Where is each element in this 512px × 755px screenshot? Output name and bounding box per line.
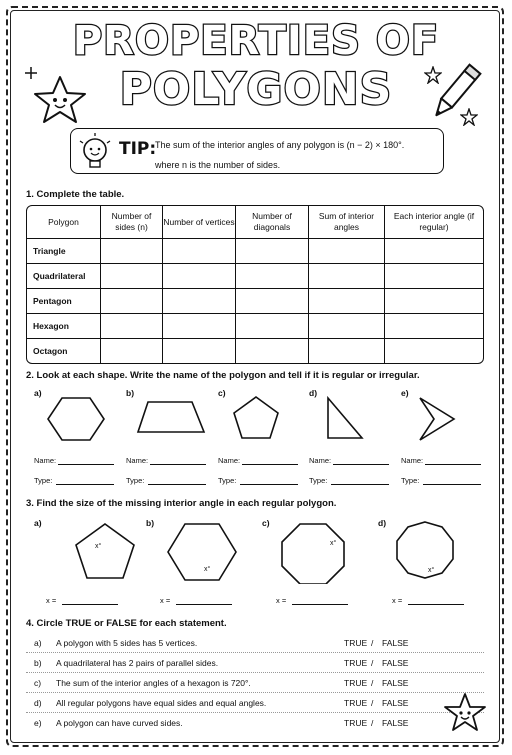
- statement-letter: b): [34, 658, 42, 668]
- statement-text: A quadrilateral has 2 pairs of parallel sides.: [56, 658, 219, 668]
- answer-cell[interactable]: [385, 339, 483, 363]
- name-label: Name:: [126, 456, 149, 465]
- hexagon-shape: [48, 398, 104, 440]
- table-row: [27, 289, 483, 314]
- angle-mark: x°: [95, 543, 102, 550]
- answer-cell[interactable]: [309, 239, 385, 264]
- statement-letter: c): [34, 678, 42, 688]
- answer-cell[interactable]: [309, 339, 385, 363]
- angle-mark: x°: [428, 567, 435, 574]
- row-label: Triangle: [27, 239, 101, 264]
- row-divider: [26, 712, 484, 713]
- table-row: [27, 264, 483, 289]
- true-option[interactable]: TRUE: [344, 698, 368, 708]
- option-separator: /: [371, 718, 374, 728]
- answer-cell[interactable]: [163, 264, 236, 289]
- name-line[interactable]: [58, 464, 114, 465]
- answer-cell[interactable]: [309, 264, 385, 289]
- tip-label: TIP:: [119, 139, 157, 159]
- angle-mark: x°: [330, 540, 337, 547]
- false-option[interactable]: FALSE: [382, 698, 409, 708]
- statement-text: A polygon can have curved sides.: [56, 718, 183, 728]
- answer-cell[interactable]: [385, 289, 483, 314]
- small-star-icon: [460, 108, 478, 126]
- name-line[interactable]: [150, 464, 206, 465]
- tip-text-line-2: where n is the number of sides.: [155, 160, 281, 170]
- answer-line[interactable]: [176, 604, 232, 605]
- angle-mark: x°: [204, 566, 211, 573]
- shape-letter: d): [378, 518, 387, 528]
- table-row: [27, 339, 483, 363]
- statement-letter: d): [34, 698, 42, 708]
- row-divider: [26, 652, 484, 653]
- name-label: Name:: [401, 456, 424, 465]
- table-row: [27, 239, 483, 264]
- row-divider: [26, 672, 484, 673]
- title-line-1: PROPERTIES OF: [72, 18, 440, 64]
- option-separator: /: [371, 658, 374, 668]
- small-star-icon: [424, 66, 442, 84]
- regular-octagon-shape: [282, 524, 344, 584]
- answer-cell[interactable]: [101, 339, 163, 363]
- arrowhead-shape: [420, 398, 454, 440]
- regular-hexagon-shape: [168, 524, 236, 580]
- shape-letter: c): [262, 518, 270, 528]
- tip-box: [70, 128, 444, 174]
- type-label: Type:: [401, 476, 420, 485]
- row-label: Pentagon: [27, 289, 101, 314]
- answer-cell[interactable]: [309, 314, 385, 339]
- name-line[interactable]: [333, 464, 389, 465]
- answer-cell[interactable]: [163, 339, 236, 363]
- statement-text: All regular polygons have equal sides and equal angles.: [56, 698, 267, 708]
- true-option[interactable]: TRUE: [344, 678, 368, 688]
- option-separator: /: [371, 638, 374, 648]
- table-header: Polygon: [27, 206, 101, 239]
- section-3-heading: 3. Find the size of the missing interior angle in each regular polygon.: [26, 498, 337, 509]
- tip-text-line-1: The sum of the interior angles of any polygon is (n − 2) × 180°.: [155, 140, 405, 150]
- regular-pentagon-shape: [76, 524, 134, 578]
- answer-cell[interactable]: [101, 264, 163, 289]
- statement-letter: a): [34, 638, 42, 648]
- answer-line[interactable]: [62, 604, 118, 605]
- table-header: Number of sides (n): [101, 206, 163, 239]
- type-line[interactable]: [240, 484, 298, 485]
- answer-cell[interactable]: [101, 239, 163, 264]
- type-line[interactable]: [331, 484, 389, 485]
- answer-label: x =: [276, 596, 287, 605]
- type-line[interactable]: [423, 484, 481, 485]
- answer-line[interactable]: [408, 604, 464, 605]
- section-4-heading: 4. Circle TRUE or FALSE for each statement.: [26, 618, 227, 629]
- table-header: Sum of interior angles: [309, 206, 385, 239]
- false-option[interactable]: FALSE: [382, 638, 409, 648]
- answer-cell[interactable]: [385, 264, 483, 289]
- type-label: Type:: [34, 476, 53, 485]
- answer-cell[interactable]: [385, 314, 483, 339]
- name-label: Name:: [218, 456, 241, 465]
- answer-cell[interactable]: [101, 314, 163, 339]
- option-separator: /: [371, 678, 374, 688]
- table-header: Each interior angle (if regular): [385, 206, 483, 239]
- statement-text: A polygon with 5 sides has 5 vertices.: [56, 638, 198, 648]
- row-label: Quadrilateral: [27, 264, 101, 289]
- type-label: Type:: [309, 476, 328, 485]
- polygon-shapes: [40, 392, 500, 448]
- table-header: Number of diagonals: [236, 206, 309, 239]
- row-divider: [26, 692, 484, 693]
- row-label: Hexagon: [27, 314, 101, 339]
- answer-cell[interactable]: [236, 339, 309, 363]
- statement-text: The sum of the interior angles of a hexagon is 720°.: [56, 678, 251, 688]
- answer-label: x =: [46, 596, 57, 605]
- pentagon-shape: [234, 397, 278, 438]
- true-option[interactable]: TRUE: [344, 718, 368, 728]
- answer-line[interactable]: [292, 604, 348, 605]
- type-line[interactable]: [148, 484, 206, 485]
- title-line-2: POLYGONS: [119, 64, 393, 115]
- regular-decagon-shape: [397, 522, 453, 578]
- trapezoid-shape: [138, 402, 204, 432]
- triangle-shape: [328, 398, 362, 438]
- table-row: [27, 314, 483, 339]
- answer-cell[interactable]: [236, 239, 309, 264]
- shape-letter: b): [126, 388, 135, 398]
- answer-cell[interactable]: [309, 289, 385, 314]
- table-header: Number of vertices: [163, 206, 236, 239]
- option-separator: /: [371, 698, 374, 708]
- properties-table: [26, 205, 484, 364]
- name-label: Name:: [309, 456, 332, 465]
- type-line[interactable]: [56, 484, 114, 485]
- name-line[interactable]: [242, 464, 298, 465]
- false-option[interactable]: FALSE: [382, 718, 409, 728]
- shape-letter: b): [146, 518, 155, 528]
- name-line[interactable]: [425, 464, 481, 465]
- false-option[interactable]: FALSE: [382, 658, 409, 668]
- true-option[interactable]: TRUE: [344, 638, 368, 648]
- answer-cell[interactable]: [163, 289, 236, 314]
- section-1-heading: 1. Complete the table.: [26, 189, 125, 200]
- table-header-row: [27, 206, 483, 239]
- answer-cell[interactable]: [236, 289, 309, 314]
- sparkle-icon: [24, 66, 38, 80]
- type-label: Type:: [218, 476, 237, 485]
- answer-cell[interactable]: [163, 314, 236, 339]
- type-label: Type:: [126, 476, 145, 485]
- lightbulb-icon: [77, 133, 113, 171]
- answer-cell[interactable]: [101, 289, 163, 314]
- answer-label: x =: [160, 596, 171, 605]
- answer-cell[interactable]: [385, 239, 483, 264]
- answer-label: x =: [392, 596, 403, 605]
- answer-cell[interactable]: [163, 239, 236, 264]
- statement-letter: e): [34, 718, 42, 728]
- shape-letter: a): [34, 388, 42, 398]
- smiling-star-icon: [442, 692, 488, 734]
- regular-polygon-shapes: [70, 520, 470, 584]
- shape-letter: c): [218, 388, 226, 398]
- shape-letter: a): [34, 518, 42, 528]
- name-label: Name:: [34, 456, 57, 465]
- section-2-heading: 2. Look at each shape. Write the name of the polygon and tell if it is regular or irregular.: [26, 370, 420, 381]
- false-option[interactable]: FALSE: [382, 678, 409, 688]
- shape-letter: e): [401, 388, 409, 398]
- answer-cell[interactable]: [236, 264, 309, 289]
- row-label: Octagon: [27, 339, 101, 363]
- smiling-star-icon: [30, 74, 90, 126]
- answer-cell[interactable]: [236, 314, 309, 339]
- true-option[interactable]: TRUE: [344, 658, 368, 668]
- shape-letter: d): [309, 388, 318, 398]
